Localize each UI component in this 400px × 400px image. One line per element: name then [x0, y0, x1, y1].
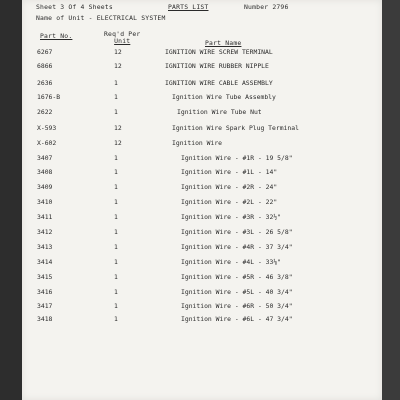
column-header-reqd [104, 31, 140, 45]
part-number: 1676-B [37, 93, 61, 101]
part-name: Ignition Wire - #4R - 37 3/4" [181, 243, 293, 251]
quantity-per-unit: 1 [114, 288, 118, 296]
part-number: X-593 [37, 124, 57, 132]
part-number: 3408 [37, 168, 53, 176]
part-name: Ignition Wire Spark Plug Terminal [172, 124, 299, 132]
column-header-part-name: Part Name [205, 39, 242, 47]
column-header-reqd-line1: Req'd Per [104, 30, 141, 38]
part-number: 2622 [37, 108, 53, 116]
part-name: Ignition Wire - #6R - 50 3/4" [181, 302, 293, 310]
quantity-per-unit: 1 [114, 79, 118, 87]
column-header-part-no: Part No. [40, 32, 73, 40]
quantity-per-unit: 1 [114, 273, 118, 281]
part-name: Ignition Wire - #2L - 22" [181, 198, 278, 206]
part-name: Ignition Wire - #6L - 47 3/4" [181, 315, 293, 323]
quantity-per-unit: 12 [114, 139, 122, 147]
scan-right-border [382, 0, 400, 400]
quantity-per-unit: 1 [114, 258, 118, 266]
quantity-per-unit: 12 [114, 62, 122, 70]
part-name: Ignition Wire - #3R - 32½" [181, 213, 282, 221]
part-number: 3407 [37, 154, 53, 162]
scan-left-border [0, 0, 22, 400]
quantity-per-unit: 1 [114, 168, 118, 176]
quantity-per-unit: 1 [114, 108, 118, 116]
quantity-per-unit: 1 [114, 93, 118, 101]
part-number: 6866 [37, 62, 53, 70]
part-number: 3411 [37, 213, 53, 221]
quantity-per-unit: 1 [114, 213, 118, 221]
part-name: IGNITION WIRE CABLE ASSEMBLY [165, 79, 273, 87]
part-number: 3418 [37, 315, 53, 323]
part-name: Ignition Wire Tube Nut [177, 108, 262, 116]
unit-name: Name of Unit - ELECTRICAL SYSTEM [36, 14, 166, 22]
part-name: Ignition Wire [172, 139, 223, 147]
part-number: 3410 [37, 198, 53, 206]
part-name: IGNITION WIRE SCREW TERMINAL [165, 48, 273, 56]
part-name: Ignition Wire Tube Assembly [172, 93, 276, 101]
part-name: Ignition Wire - #5L - 40 3/4" [181, 288, 293, 296]
quantity-per-unit: 1 [114, 302, 118, 310]
part-name: Ignition Wire - #1R - 19 5/8" [181, 154, 293, 162]
part-name: Ignition Wire - #5R - 46 3/8" [181, 273, 293, 281]
document-page [22, 0, 382, 400]
column-header-reqd-line2: Unit [114, 37, 131, 45]
part-number: 3416 [37, 288, 53, 296]
part-number: 3412 [37, 228, 53, 236]
part-number: 3409 [37, 183, 53, 191]
quantity-per-unit: 12 [114, 124, 122, 132]
document-number: Number 2796 [244, 3, 289, 11]
document-title: PARTS LIST [168, 3, 209, 11]
quantity-per-unit: 1 [114, 315, 118, 323]
part-name: IGNITION WIRE RUBBER NIPPLE [165, 62, 269, 70]
part-number: 3414 [37, 258, 53, 266]
quantity-per-unit: 1 [114, 228, 118, 236]
part-number: 3417 [37, 302, 53, 310]
part-name: Ignition Wire - #2R - 24" [181, 183, 278, 191]
part-name: Ignition Wire - #4L - 33⅛" [181, 258, 282, 266]
quantity-per-unit: 1 [114, 183, 118, 191]
quantity-per-unit: 1 [114, 154, 118, 162]
part-number: 2636 [37, 79, 53, 87]
quantity-per-unit: 1 [114, 198, 118, 206]
part-number: 3413 [37, 243, 53, 251]
sheet-count: Sheet 3 Of 4 Sheets [36, 3, 113, 11]
quantity-per-unit: 1 [114, 243, 118, 251]
part-number: 6267 [37, 48, 53, 56]
part-number: 3415 [37, 273, 53, 281]
part-name: Ignition Wire - #3L - 26 5/8" [181, 228, 293, 236]
quantity-per-unit: 12 [114, 48, 122, 56]
part-name: Ignition Wire - #1L - 14" [181, 168, 278, 176]
part-number: X-602 [37, 139, 57, 147]
